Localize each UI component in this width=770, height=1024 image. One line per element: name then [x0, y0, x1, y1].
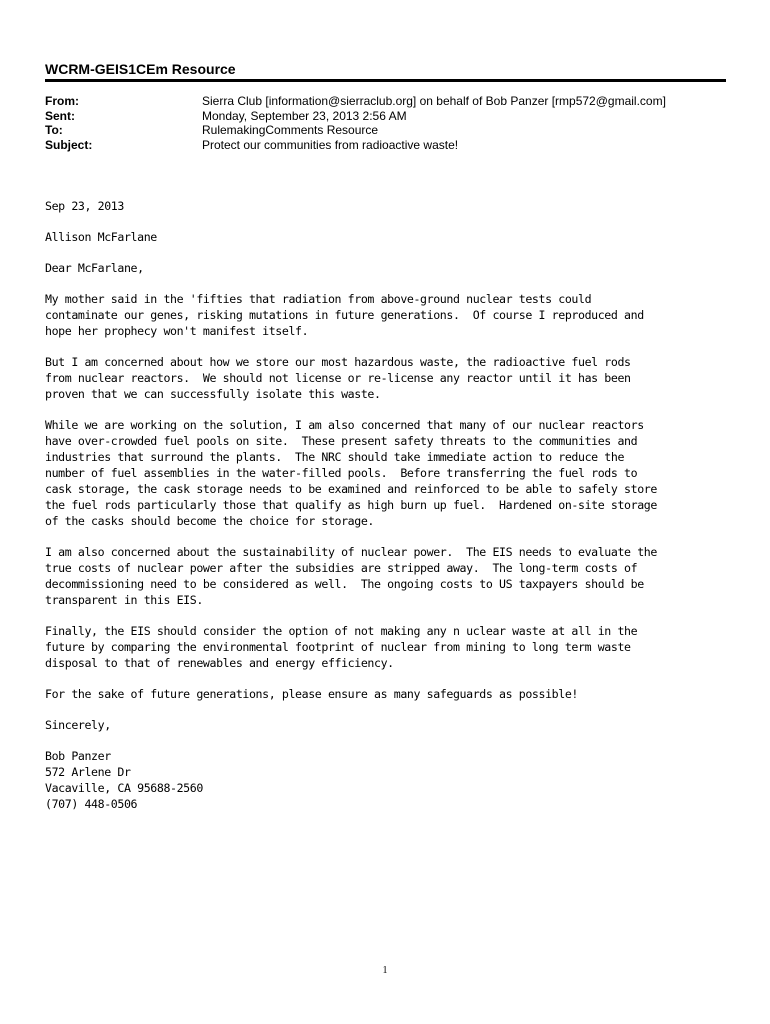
- from-label: From:: [45, 94, 79, 108]
- from-row: [45, 94, 735, 109]
- letter-date: Sep 23, 2013: [45, 199, 124, 213]
- to-row: [45, 123, 735, 138]
- from-value: Sierra Club [information@sierraclub.org] on behalf of Bob Panzer [rmp572@gmail.com]: [202, 94, 666, 108]
- subject-row: [45, 138, 735, 153]
- signature-phone: (707) 448-0506: [45, 797, 138, 811]
- to-value: RulemakingComments Resource: [202, 123, 379, 137]
- sent-value: Monday, September 23, 2013 2:56 AM: [202, 108, 407, 123]
- letter-paragraph: For the sake of future generations, please ensure as many safeguards as possible!: [45, 687, 578, 701]
- letter-recipient: Allison McFarlane: [45, 230, 157, 244]
- document-title: WCRM-GEIS1CEm Resource: [45, 61, 236, 77]
- letter-paragraph: While we are working on the solution, I am also concerned that many of our nuclear reactors have over-crowded fuel pools on site. These present safety threats to the communities and industries that surround the plants. The NRC should take immediate action to reduce the number of fuel assemblies in the water-filled pools. Before transferring the fuel rods to cask storage, the cask storage needs to be examined and reinforced to be able to safely store the fuel rods particularly those that qualify as high burn up fuel. Hardened on-site storage of the casks should become the choice for storage.: [45, 418, 657, 528]
- letter-salutation: Dear McFarlane,: [45, 261, 144, 275]
- sent-row: [45, 109, 735, 124]
- letter-closing: Sincerely,: [45, 718, 111, 732]
- letter-body: [45, 198, 745, 812]
- page-number: 1: [382, 965, 388, 976]
- subject-label: Subject:: [45, 137, 93, 152]
- signature-city: Vacaville, CA 95688-2560: [45, 781, 203, 795]
- email-header: [45, 94, 735, 152]
- letter-paragraph: But I am concerned about how we store our most hazardous waste, the radioactive fuel rods from nuclear reactors. We should not license or re-license any reactor until it has been proven that we can successfully isolate this waste.: [45, 355, 631, 401]
- sent-label: Sent:: [45, 108, 75, 123]
- signature-name: Bob Panzer: [45, 749, 111, 763]
- to-label: To:: [45, 123, 63, 137]
- letter-paragraph: Finally, the EIS should consider the option of not making any n uclear waste at all in the future by comparing the environmental footprint of nuclear from mining to long term waste disposal to that of renewables and energy efficiency.: [45, 624, 638, 670]
- subject-value: Protect our communities from radioactive waste!: [202, 137, 459, 152]
- title-divider: [45, 79, 726, 82]
- signature-street: 572 Arlene Dr: [45, 765, 131, 779]
- letter-paragraph: I am also concerned about the sustainability of nuclear power. The EIS needs to evaluate the true costs of nuclear power after the subsidies are stripped away. The long-term costs of decommissioning need to be considered as well. The ongoing costs to US taxpayers should be transparent in this EIS.: [45, 545, 657, 607]
- letter-paragraph: My mother said in the 'fifties that radiation from above-ground nuclear tests could contaminate our genes, risking mutations in future generations. Of course I reproduced and hope her prophecy won't manifest itself.: [45, 292, 644, 338]
